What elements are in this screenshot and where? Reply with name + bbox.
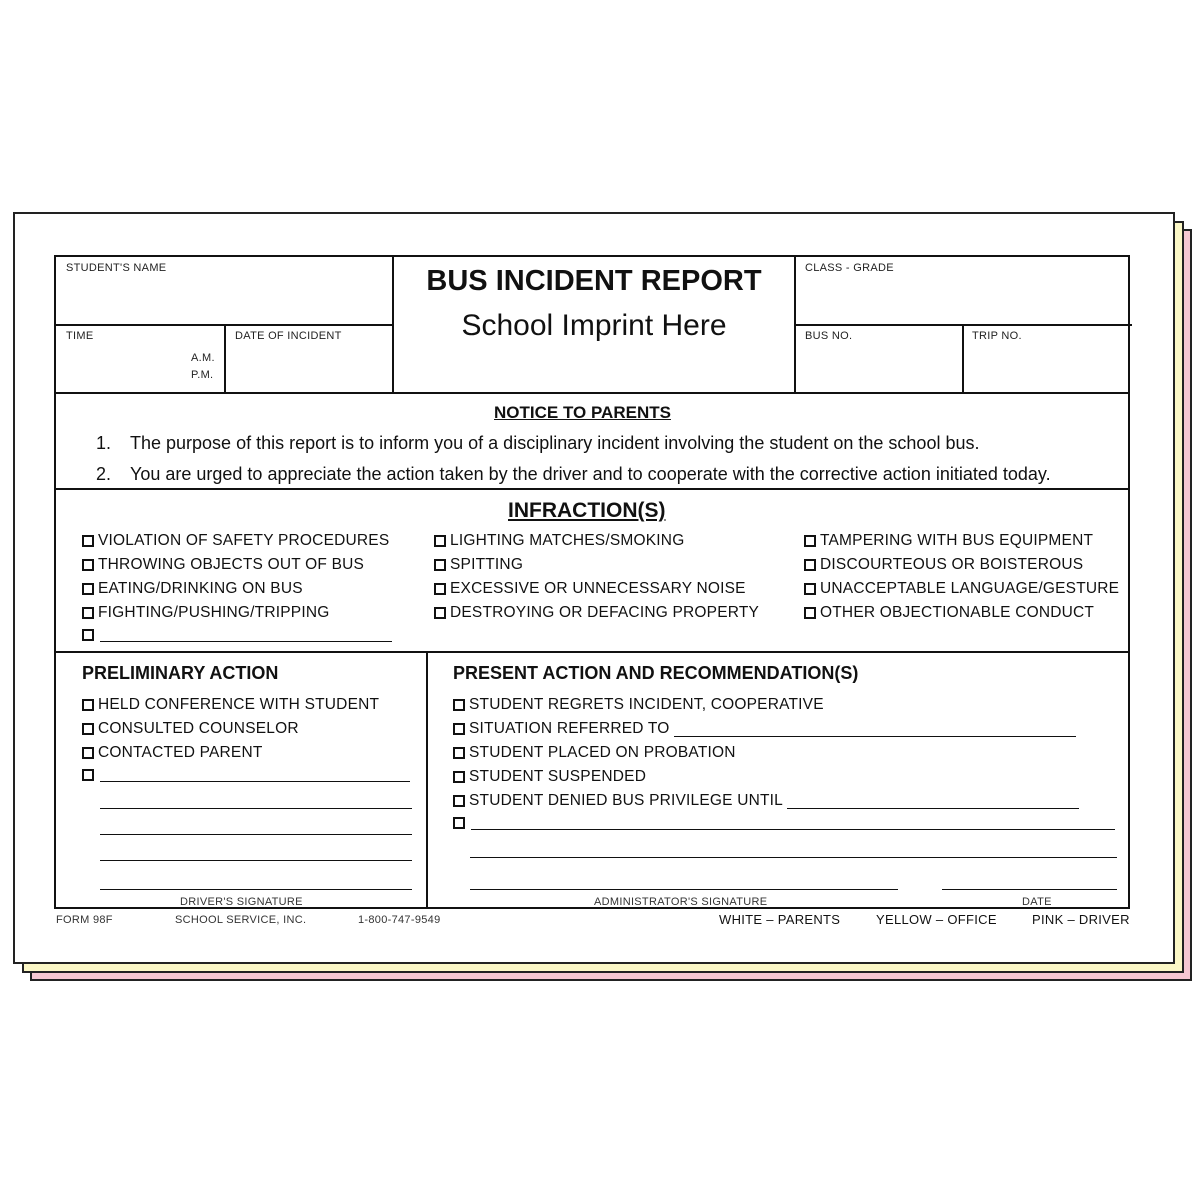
- denied-until-blank[interactable]: [787, 794, 1079, 809]
- option-label: HELD CONFERENCE WITH STUDENT: [98, 696, 380, 713]
- checkbox[interactable]: [82, 559, 94, 571]
- infraction-option[interactable]: [434, 580, 746, 598]
- option-label: CONTACTED PARENT: [98, 744, 263, 761]
- checkbox[interactable]: [804, 607, 816, 619]
- time-label: TIME: [66, 330, 94, 342]
- preliminary-other-option[interactable]: [82, 767, 410, 782]
- checkbox[interactable]: [453, 795, 465, 807]
- notice-item: [96, 464, 1051, 485]
- class-grade-field[interactable]: [796, 257, 1130, 324]
- option-label: DESTROYING OR DEFACING PROPERTY: [450, 604, 760, 621]
- option-label: STUDENT SUSPENDED: [469, 768, 647, 785]
- notice-number: 1.: [96, 433, 112, 453]
- checkbox[interactable]: [82, 629, 94, 641]
- infraction-other-option[interactable]: [82, 627, 392, 642]
- option-label: STUDENT DENIED BUS PRIVILEGE UNTIL: [469, 792, 783, 809]
- infraction-option[interactable]: [82, 532, 389, 550]
- time-field[interactable]: [56, 326, 224, 392]
- administrator-signature-label: ADMINISTRATOR'S SIGNATURE: [594, 896, 768, 908]
- present-action-heading: PRESENT ACTION AND RECOMMENDATION(S): [453, 663, 859, 683]
- notes-line[interactable]: [100, 808, 412, 809]
- pm-label: P.M.: [191, 369, 214, 381]
- form-number: FORM 98F: [56, 914, 113, 926]
- notes-line[interactable]: [100, 834, 412, 835]
- option-label: FIGHTING/PUSHING/TRIPPING: [98, 604, 330, 621]
- date-of-incident-field[interactable]: [226, 326, 392, 392]
- checkbox[interactable]: [453, 771, 465, 783]
- other-recommendation-blank[interactable]: [471, 815, 1115, 830]
- checkbox[interactable]: [453, 747, 465, 759]
- infractions-heading: INFRACTION(S): [508, 499, 666, 522]
- option-label: EATING/DRINKING ON BUS: [98, 580, 303, 597]
- infraction-option[interactable]: [82, 580, 303, 598]
- preliminary-action-heading: PRELIMINARY ACTION: [82, 663, 279, 683]
- present-option[interactable]: [453, 720, 1076, 738]
- checkbox[interactable]: [82, 535, 94, 547]
- bus-incident-report-form: [54, 255, 1130, 909]
- notice-heading: NOTICE TO PARENTS: [494, 403, 671, 422]
- option-label: CONSULTED COUNSELOR: [98, 720, 299, 737]
- option-label: STUDENT REGRETS INCIDENT, COOPERATIVE: [469, 696, 824, 713]
- infraction-option[interactable]: [434, 556, 523, 574]
- driver-signature-line[interactable]: [100, 889, 412, 890]
- infraction-option[interactable]: [804, 532, 1093, 550]
- company-name: SCHOOL SERVICE, INC.: [175, 914, 307, 926]
- date-label: DATE: [1022, 896, 1052, 908]
- bus-no-label: BUS NO.: [805, 330, 853, 342]
- checkbox[interactable]: [434, 535, 446, 547]
- option-label: LIGHTING MATCHES/SMOKING: [450, 532, 685, 549]
- pink-copy-label: PINK – DRIVER: [1032, 912, 1130, 927]
- preliminary-option[interactable]: [82, 744, 263, 762]
- present-option[interactable]: [453, 696, 824, 714]
- class-grade-label: CLASS - GRADE: [805, 262, 894, 274]
- checkbox[interactable]: [453, 699, 465, 711]
- checkbox[interactable]: [82, 723, 94, 735]
- driver-signature-label: DRIVER'S SIGNATURE: [180, 896, 303, 908]
- checkbox[interactable]: [453, 817, 465, 829]
- present-option[interactable]: [453, 792, 1079, 810]
- option-label: DISCOURTEOUS OR BOISTEROUS: [820, 556, 1084, 573]
- notice-text: You are urged to appreciate the action taken by the driver and to cooperate with the corrective action initiated today.: [130, 464, 1051, 484]
- present-option[interactable]: [453, 744, 736, 762]
- student-name-field[interactable]: [56, 257, 392, 324]
- date-of-incident-label: DATE OF INCIDENT: [235, 330, 342, 342]
- checkbox[interactable]: [453, 723, 465, 735]
- administrator-signature-line[interactable]: [470, 889, 898, 890]
- option-label: UNACCEPTABLE LANGUAGE/GESTURE: [820, 580, 1120, 597]
- option-label: SITUATION REFERRED TO: [469, 720, 670, 737]
- checkbox[interactable]: [82, 769, 94, 781]
- checkbox[interactable]: [804, 559, 816, 571]
- bus-no-field[interactable]: [796, 326, 962, 392]
- other-infraction-blank[interactable]: [100, 627, 392, 642]
- notes-line[interactable]: [100, 860, 412, 861]
- notice-item: [96, 433, 979, 454]
- other-action-blank[interactable]: [100, 767, 410, 782]
- infraction-option[interactable]: [434, 532, 684, 550]
- checkbox[interactable]: [82, 607, 94, 619]
- infraction-option[interactable]: [804, 556, 1083, 574]
- infraction-option[interactable]: [82, 604, 329, 622]
- notice-bottom-rule: [56, 488, 1130, 490]
- infractions-bottom-rule: [56, 651, 1130, 653]
- trip-no-field[interactable]: [964, 326, 1130, 392]
- company-phone: 1-800-747-9549: [358, 914, 441, 926]
- checkbox[interactable]: [82, 747, 94, 759]
- white-copy-label: WHITE – PARENTS: [719, 912, 841, 927]
- checkbox[interactable]: [434, 583, 446, 595]
- school-imprint: School Imprint Here: [461, 309, 727, 342]
- option-label: STUDENT PLACED ON PROBATION: [469, 744, 736, 761]
- student-name-label: STUDENT'S NAME: [66, 262, 167, 274]
- trip-no-label: TRIP NO.: [972, 330, 1022, 342]
- notes-line[interactable]: [470, 857, 1117, 858]
- infraction-option[interactable]: [434, 604, 759, 622]
- option-label: TAMPERING WITH BUS EQUIPMENT: [820, 532, 1094, 549]
- actions-divider: [426, 651, 428, 909]
- infraction-option[interactable]: [804, 580, 1119, 598]
- notice-text: The purpose of this report is to inform you of a disciplinary incident involving the student on the school bus.: [130, 433, 980, 453]
- report-title: BUS INCIDENT REPORT: [426, 265, 762, 297]
- present-option[interactable]: [453, 768, 646, 786]
- preliminary-option[interactable]: [82, 696, 379, 714]
- yellow-copy-label: YELLOW – OFFICE: [876, 912, 997, 927]
- option-label: EXCESSIVE OR UNNECESSARY NOISE: [450, 580, 746, 597]
- infraction-option[interactable]: [804, 604, 1094, 622]
- option-label: THROWING OBJECTS OUT OF BUS: [98, 556, 365, 573]
- option-label: OTHER OBJECTIONABLE CONDUCT: [820, 604, 1095, 621]
- checkbox[interactable]: [804, 583, 816, 595]
- present-other-option[interactable]: [453, 815, 1115, 830]
- option-label: SPITTING: [450, 556, 524, 573]
- checkbox[interactable]: [434, 559, 446, 571]
- infraction-option[interactable]: [82, 556, 364, 574]
- option-label: VIOLATION OF SAFETY PROCEDURES: [98, 532, 390, 549]
- preliminary-option[interactable]: [82, 720, 299, 738]
- checkbox[interactable]: [82, 699, 94, 711]
- checkbox[interactable]: [804, 535, 816, 547]
- header-bottom-rule: [56, 392, 1130, 394]
- notice-number: 2.: [96, 464, 112, 484]
- checkbox[interactable]: [82, 583, 94, 595]
- am-label: A.M.: [191, 352, 215, 364]
- referred-to-blank[interactable]: [674, 722, 1076, 737]
- checkbox[interactable]: [434, 607, 446, 619]
- date-line[interactable]: [942, 889, 1117, 890]
